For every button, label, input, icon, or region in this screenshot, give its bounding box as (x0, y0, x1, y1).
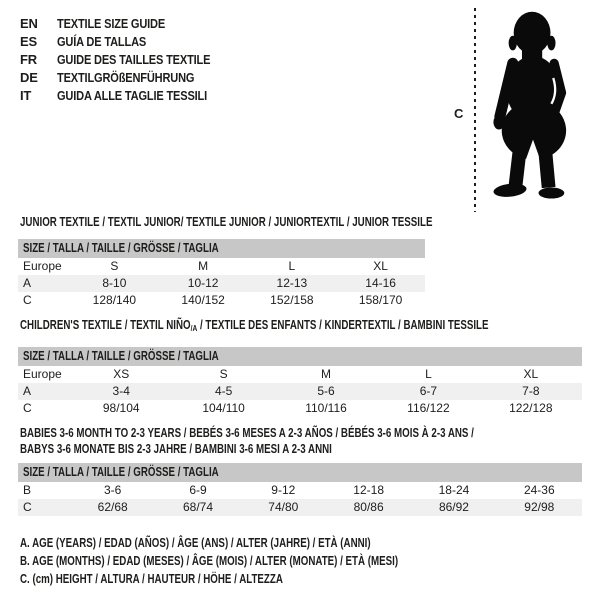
age-cell: 24-36 (523, 483, 555, 497)
age-cell: 10-12 (187, 276, 219, 290)
age-cell: 7-8 (522, 384, 540, 398)
age-cell: 6-7 (419, 384, 438, 398)
height-cell: 68/74 (182, 500, 213, 514)
junior-table-title (20, 214, 549, 230)
legend-line-b-text: B. AGE (MONTHS) / EDAD (MESES) / ÂGE (MOIS) / ALTER (MONATE) / ETÀ (MESI) (20, 554, 399, 568)
language-code: EN (20, 16, 38, 31)
legend-line-c-text: C. (cm) HEIGHT / ALTURA / HAUTEUR / HÖHE / ALTEZZA (20, 572, 283, 586)
children-table-title-text (20, 317, 489, 336)
language-code: FR (20, 52, 37, 67)
row-label: C (23, 401, 32, 415)
row-label: A (23, 384, 32, 398)
language-title: GUIDA ALLE TAGLIE TESSILI (57, 88, 208, 103)
legend-line-c (20, 570, 505, 588)
babies-table-title-line2: BABYS 3-6 MONATE BIS 2-3 JAHRE / BAMBINI 3-6 MESI A 2-3 ANNI (20, 442, 332, 456)
row-label: A (23, 276, 32, 290)
size-cell: M (198, 259, 209, 273)
age-cell: 4-5 (214, 384, 233, 398)
size-header-text: SIZE / TALLA / TAILLE / GRÖSSE / TAGLIA (23, 241, 219, 255)
height-cell: 128/140 (92, 293, 137, 307)
language-row (20, 51, 237, 69)
height-cell: 92/98 (524, 500, 555, 514)
children-title-subscript: /A (190, 323, 198, 333)
language-code: ES (20, 34, 37, 49)
size-cell: L (425, 367, 432, 381)
table-row (18, 499, 582, 516)
table-row (18, 400, 582, 417)
height-cell: 104/110 (202, 401, 245, 415)
language-title: TEXTILE SIZE GUIDE (57, 16, 166, 31)
table-row (18, 275, 425, 292)
size-cell: XL (373, 259, 388, 273)
row-label: Europe (23, 367, 62, 381)
size-cell: XS (113, 367, 130, 381)
measurement-legend (20, 534, 505, 588)
size-header-text: SIZE / TALLA / TAILLE / GRÖSSE / TAGLIA (23, 465, 219, 479)
row-label: B (23, 483, 32, 497)
size-header-bar (18, 347, 582, 366)
age-cell: 6-9 (189, 483, 207, 497)
height-cell: 98/104 (102, 401, 140, 415)
height-cell: 86/92 (438, 500, 469, 514)
legend-line-b (20, 552, 505, 570)
language-row (20, 15, 237, 33)
age-cell: 12-13 (276, 276, 308, 290)
language-title: TEXTILGRÖßENFÜHRUNG (57, 70, 195, 85)
language-row (20, 69, 237, 87)
age-cell: 14-16 (365, 276, 396, 290)
legend-line-a-text: A. AGE (YEARS) / EDAD (AÑOS) / ÂGE (ANS) / ALTER (JAHRE) / ETÀ (ANNI) (20, 536, 371, 550)
height-measure-dashed-line (474, 8, 476, 212)
size-header-bar (18, 463, 582, 482)
age-cell: 12-18 (353, 483, 384, 497)
junior-size-table (18, 239, 425, 309)
children-table-title (20, 317, 600, 336)
age-cell: 5-6 (317, 384, 335, 398)
language-code: IT (20, 88, 32, 103)
children-title-pre: CHILDREN'S TEXTILE / TEXTIL NIÑO (20, 318, 191, 332)
table-row (18, 482, 582, 499)
table-row (18, 258, 425, 275)
language-code: DE (20, 70, 38, 85)
size-header-bar (18, 239, 425, 258)
height-cell: 140/152 (181, 293, 225, 307)
table-row (18, 366, 582, 383)
size-cell: M (321, 367, 332, 381)
language-title: GUÍA DE TALLAS (57, 34, 147, 49)
height-cell: 116/122 (407, 401, 450, 415)
size-cell: L (288, 259, 296, 273)
babies-size-table (18, 463, 582, 516)
age-cell: 18-24 (438, 483, 470, 497)
age-cell: 3-4 (112, 384, 130, 398)
height-cell: 152/158 (270, 293, 314, 307)
junior-table-title-text: JUNIOR TEXTILE / TEXTIL JUNIOR/ TEXTILE JUNIOR / JUNIORTEXTIL / JUNIOR TESSILE (20, 215, 433, 229)
row-label: Europe (23, 259, 62, 273)
size-cell: S (219, 367, 228, 381)
language-title-list (20, 15, 237, 105)
age-cell: 9-12 (271, 483, 296, 497)
height-cell: 110/116 (305, 401, 347, 415)
language-row (20, 87, 237, 105)
height-cell: 62/68 (97, 500, 128, 514)
size-cell: XL (523, 367, 539, 381)
children-title-post: / TEXTILE DES ENFANTS / KINDERTEXTIL / BAMBINI TESSILE (197, 318, 489, 332)
legend-line-a (20, 534, 505, 552)
children-size-table (18, 347, 582, 417)
table-row (18, 383, 582, 400)
age-cell: 3-6 (103, 483, 122, 497)
age-cell: 8-10 (102, 276, 127, 290)
row-label: C (23, 293, 32, 307)
height-measure-label: C (454, 106, 464, 121)
height-cell: 122/128 (509, 401, 553, 415)
language-title: GUIDE DES TAILLES TEXTILE (57, 52, 211, 67)
size-cell: S (110, 259, 119, 273)
size-header-text: SIZE / TALLA / TAILLE / GRÖSSE / TAGLIA (23, 349, 219, 363)
height-cell: 80/86 (353, 500, 384, 514)
row-label: C (23, 500, 32, 514)
table-row (18, 292, 425, 309)
language-row (20, 33, 237, 51)
babies-table-title-line1: BABIES 3-6 MONTH TO 2-3 YEARS / BEBÉS 3-6 MESES A 2-3 AÑOS / BÉBÉS 3-6 MOIS À 2-3 ANS / (20, 426, 474, 440)
height-cell: 158/170 (358, 293, 403, 307)
babies-table-title (20, 425, 600, 457)
baby-silhouette-icon (487, 7, 579, 207)
height-cell: 74/80 (268, 500, 299, 514)
